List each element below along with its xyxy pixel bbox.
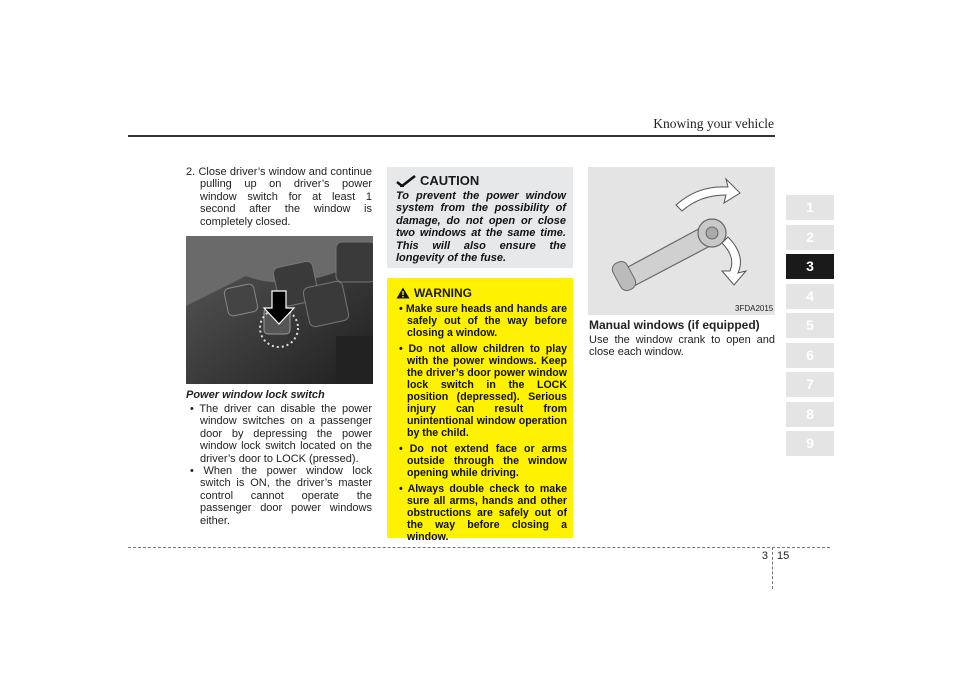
caution-text: To prevent the power window system from the possibility of damage, do not open or close two windows at the same time. This will also ensure the longevity of the fuse.: [396, 190, 566, 265]
footer-divider: [128, 547, 830, 548]
list-item: • The driver can disable the power window switches on a passenger door by depressing the power window lock switch located on the driver’s door to LOCK (pressed).: [190, 403, 372, 465]
list-item: • When the power window lock switch is ON, the driver’s master control cannot operate the passenger door power windows either.: [190, 465, 372, 527]
photo-code-left: OLD026013: [330, 372, 374, 381]
caution-box: [387, 167, 573, 268]
step-2-text: [186, 166, 372, 228]
chapter-tab-3[interactable]: 3: [786, 254, 834, 279]
step-2: 2. Close driver’s window and continue pulling up on driver’s power window switch for at least 1 second after the window is completely closed.: [186, 166, 372, 228]
chapter-tab-5[interactable]: 5: [786, 313, 834, 338]
warning-box: [387, 278, 573, 543]
page-section-number: 3: [761, 550, 768, 562]
window-crank-illustration: [588, 167, 775, 315]
footer-separator: [772, 547, 773, 589]
page-number: 15: [777, 550, 790, 562]
warning-heading: WARNING: [396, 286, 472, 300]
chapter-tab-8[interactable]: 8: [786, 402, 834, 427]
chapter-tab-9[interactable]: 9: [786, 431, 834, 456]
caution-heading: CAUTION: [396, 173, 479, 188]
chapter-tab-2[interactable]: 2: [786, 225, 834, 250]
header-divider: [128, 135, 775, 137]
list-item: • Do not allow children to play with the power windows. Keep the driver’s door power window lock switch in the LOCK position (depressed). Serious injury can result from unintentional window operation by the child.: [399, 343, 567, 439]
photo-code-right: 3FDA2015: [735, 304, 774, 313]
warning-triangle-icon: [396, 287, 410, 299]
chapter-tab-1[interactable]: 1: [786, 195, 834, 220]
list-item: • Do not extend face or arms outside through the window opening while driving.: [399, 443, 567, 479]
chapter-tab-7[interactable]: 7: [786, 372, 834, 397]
lock-switch-photo: [186, 236, 373, 384]
check-mark-icon: [396, 175, 416, 187]
lock-switch-illustration: [186, 236, 373, 384]
lock-switch-subheading: Power window lock switch: [186, 389, 325, 401]
chapter-tab-6[interactable]: 6: [786, 343, 834, 368]
chapter-tabs: [786, 195, 834, 461]
window-crank-photo: [588, 167, 775, 315]
manual-windows-text: Use the window crank to open and close each window.: [589, 334, 775, 359]
warning-list: [395, 303, 567, 547]
section-title: Manual windows (if equipped): [589, 318, 760, 332]
list-item: • Always double check to make sure all arms, hands and other obstructions are safely out of the way before closing a window.: [399, 483, 567, 543]
lock-switch-bullets: [186, 403, 372, 527]
chapter-tab-4[interactable]: 4: [786, 284, 834, 309]
header-title: Knowing your vehicle: [653, 116, 774, 131]
list-item: • Make sure heads and hands are safely out of the way before closing a window.: [399, 303, 567, 339]
